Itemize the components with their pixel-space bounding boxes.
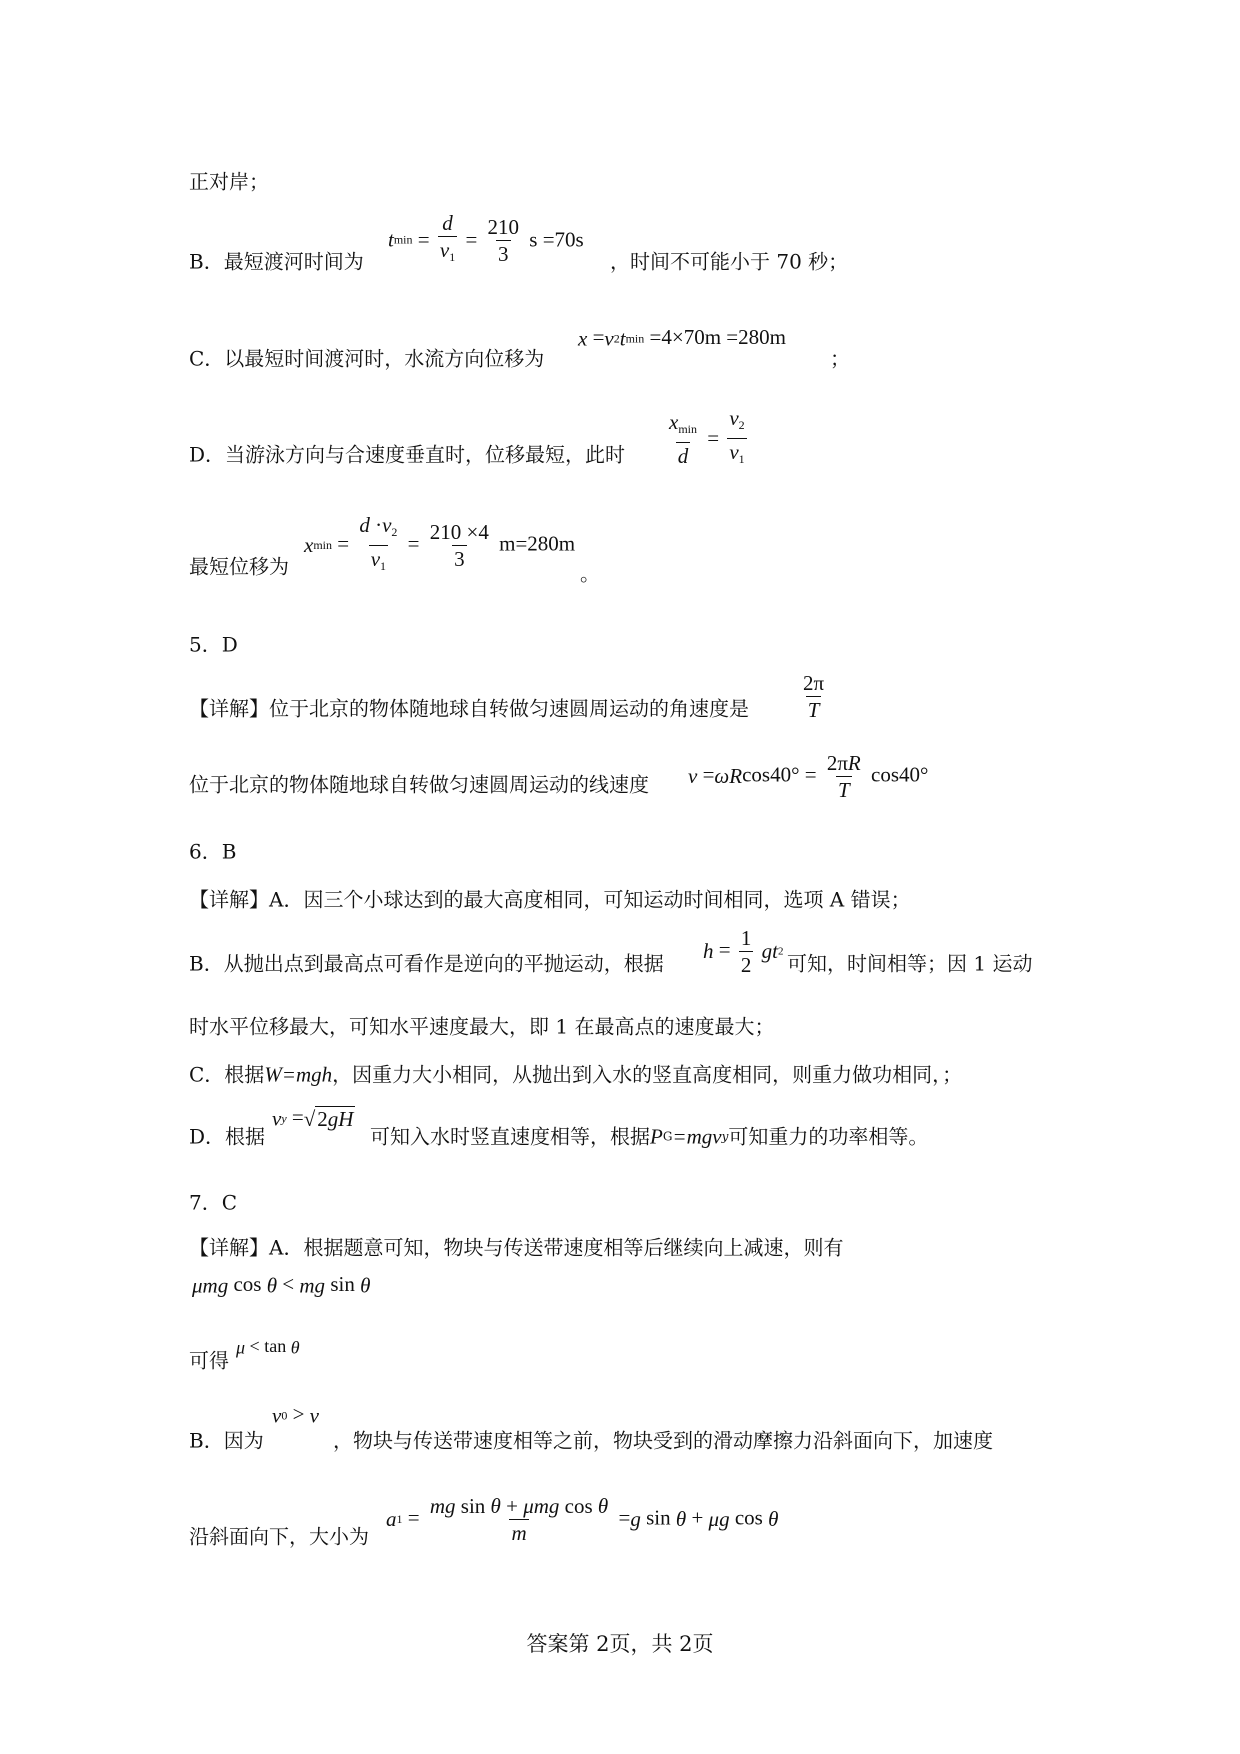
formula-tmin: tmin = $\frac{d}{v_1}$ = $\frac{210}{3}$ s =70s [388,210,584,270]
formula-v0: v0 > v [272,1402,319,1428]
text-line-q7-a: 【详解】A．根据题意可知，物块与传送带速度相等后继续向上减速，则有 [189,1235,844,1260]
text-line-d: D．当游泳方向与合速度垂直时，位移最短，此时 [189,442,626,467]
formula-mu: μ < tan θ [236,1336,300,1358]
text-line-c: C．以最短时间渡河时，水流方向位移为 [189,346,545,371]
formula-vy: vy =√2gH [272,1105,354,1131]
formula-inequality: μmg cos θ < mg sin θ [192,1272,371,1298]
formula-ratio: $\frac{x_{min}}{d}$ = $\frac{v_2}{v_1}$ [664,405,750,472]
question-7: 7．C [189,1190,238,1215]
text-line-q7-ke: 可得 [189,1348,229,1373]
formula-omega: $\frac{2\pi}{T}$ [803,671,825,722]
text-line-e: 最短位移为 [189,554,289,579]
question-5: 5．D [189,632,238,657]
text-line-q5-2: 位于北京的物体随地球自转做匀速圆周运动的线速度 [189,772,649,797]
formula-h: h = $\frac{1}{2}$ gt2 [703,926,784,977]
text-line-b-suffix: ，时间不可能小于 70 秒； [610,249,849,274]
text-line-c-suffix: ； [830,346,850,371]
text-line-q6-b2: 时水平位移最大，可知水平速度最大，即 1 在最高点的速度最大； [189,1014,775,1039]
text-line-q5-detail: 【详解】位于北京的物体随地球自转做匀速圆周运动的角速度是 [189,696,749,721]
text-line-q6-a: 【详解】A．因三个小球达到的最大高度相同，可知运动时间相同，选项 A 错误； [189,887,911,912]
formula-a1: a1 = $\frac{\text{mg sin θ + μmg cos θ}}{m}$ =g sin θ + μg cos θ [386,1494,779,1545]
text-line-q6-b: B．从抛出点到最高点可看作是逆向的平抛运动，根据 [189,951,664,976]
text-line-b: B．最短渡河时间为 [189,249,364,274]
formula-x: x =v2tmin =4×70m =280m [578,325,786,351]
page-footer: 答案第 2页，共 2页 [526,1632,714,1656]
text-line-e-suffix: 。 [580,561,600,586]
text-line-q7-b-suffix: ，物块与传送带速度相等之前，物块受到的滑动摩擦力沿斜面向下，加速度 [333,1428,993,1453]
formula-xmin: xmin = $\frac{d \cdot v_2}{v_1}$ = $\frac{210 \times 4}{3}$ m=280m [304,512,575,579]
question-6: 6．B [189,839,237,864]
text-line-q6-c: C．根据W=mgh，因重力大小相同，从抛出到入水的竖直高度相同，则重力做功相同，； [189,1062,963,1087]
text-line-q6-d: D．根据 [189,1124,266,1149]
text-line-q6-d-mid: 可知入水时竖直速度相等，根据PG=mgvy可知重力的功率相等。 [370,1124,929,1149]
formula-v: v =ωRcos40° = $\frac{2\pi R}{T}$ cos40° [688,751,929,802]
text-line: 正对岸； [189,169,269,194]
text-line-q7-b: B．因为 [189,1428,264,1453]
text-line-q7-b2: 沿斜面向下，大小为 [189,1524,369,1549]
text-line-q6-b-suffix: 可知，时间相等；因 1 运动 [787,951,1033,976]
